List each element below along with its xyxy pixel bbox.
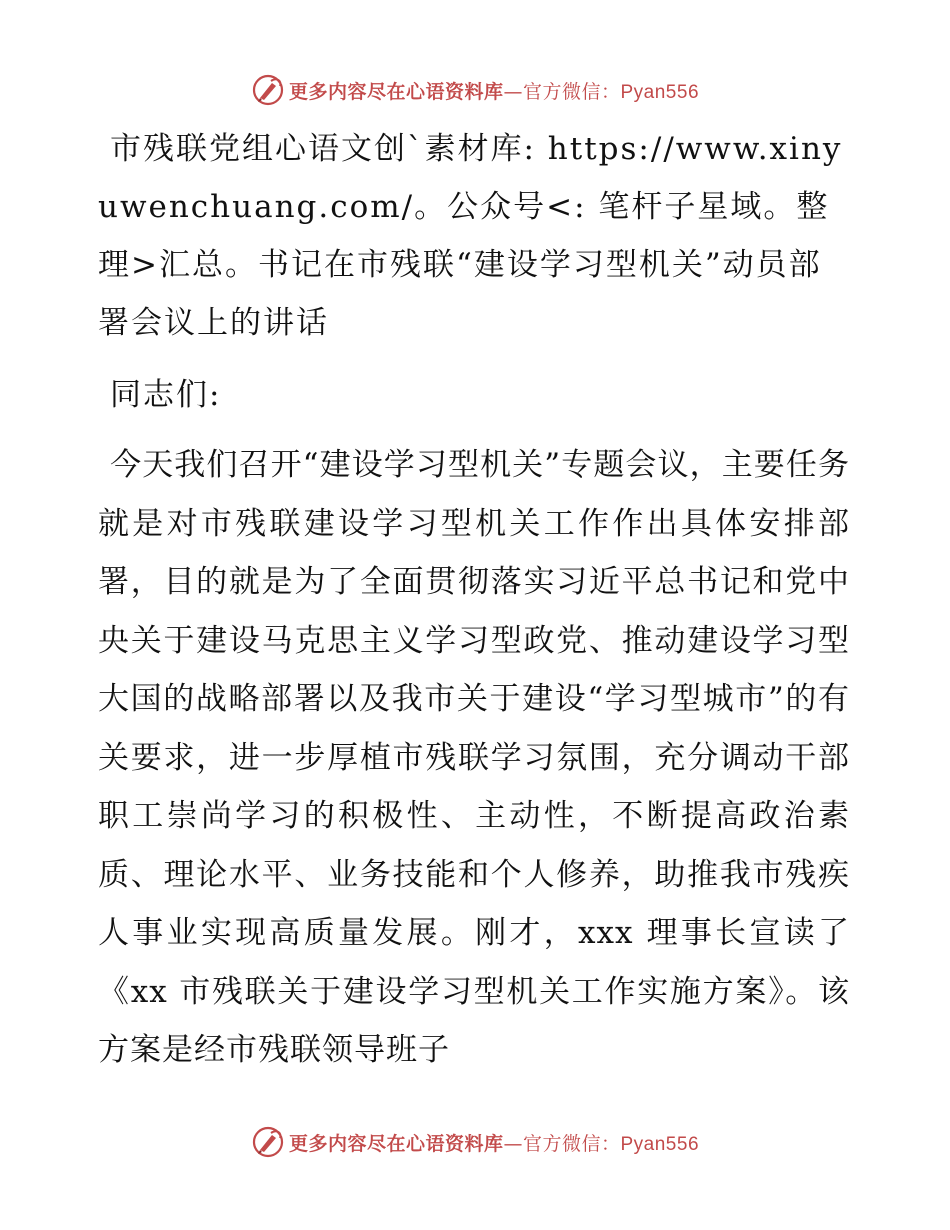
document-body [98, 120, 850, 1080]
body-paragraph [98, 436, 850, 1080]
header-site-name: 更多内容尽在心语资料库 [288, 80, 504, 103]
footer-banner-inner [251, 1125, 699, 1159]
body-paragraph-text: 今天我们召开“建设学习型机关”专题会议，主要任务就是对市残联建设学习型机关工作作出具体安排部署，目的就是为了全面贯彻落实习近平总书记和党中央关于建设马克思主义学习型政党、推动建设学习型大国的战略部署以及我市关于建设“学习型城市”的有关要求，进一步厚植市残联学习氛围，充分调动干部职工崇尚学习的积极性、主动性，不断提高政治素质、理论水平、业务技能和个人修养，助推我市残疾人事业实现高质量发展。刚才，xxx 理事长宣读了《xx 市残联关于建设学习型机关工作实施方案》。该方案是经市残联领导班子 [98, 447, 850, 1068]
pen-logo-icon [251, 1125, 285, 1159]
greeting-text: 同志们: [110, 377, 222, 413]
header-dash: — [503, 80, 523, 103]
footer-banner-text [289, 1129, 699, 1156]
footer-dash: — [503, 1132, 523, 1155]
document-title [98, 120, 850, 352]
document-title-text: 市残联党组心语文创`素材库: https://www.xinyuwenchuang.com/。公众号<: 笔杆子星域。整理>汇总。书记在市残联“建设学习型机关”动员部署会议上的讲话 [98, 131, 843, 341]
greeting [98, 366, 850, 424]
header-wechat-label: 官方微信： [522, 80, 621, 103]
footer-wechat-label: 官方微信： [522, 1132, 621, 1155]
header-banner [0, 70, 950, 110]
header-banner-text [289, 77, 699, 104]
header-banner-inner [251, 73, 699, 107]
pen-logo-icon [251, 73, 285, 107]
header-wechat-id: Pyan556 [620, 81, 700, 103]
footer-wechat-id: Pyan556 [620, 1133, 700, 1155]
footer-site-name: 更多内容尽在心语资料库 [288, 1132, 504, 1155]
footer-banner [0, 1122, 950, 1162]
